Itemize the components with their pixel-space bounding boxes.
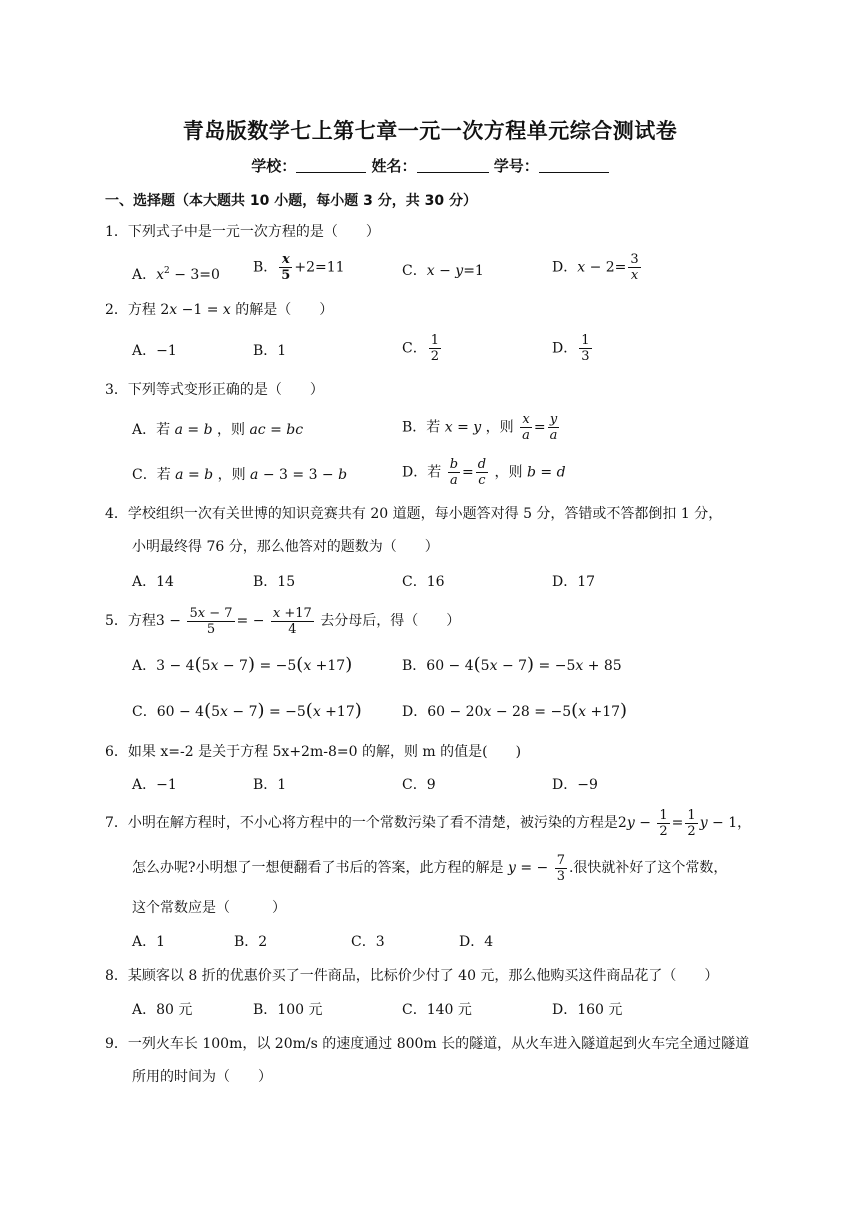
question-4-line-1: 4．学校组织一次有关世博的知识竞赛共有 20 道题，每小题答对得 5 分，答错或不答都倒扣 1 分， [105,506,723,522]
q6-option-c: C．9 [402,777,436,793]
q5-option-c: C．60 − 4(5x − 7) = −5(x +17) [132,700,362,721]
q8-option-a: A．80 元 [132,1002,193,1018]
q7-option-b: B．2 [234,934,268,950]
school-blank[interactable] [296,158,366,173]
question-2: 2．方程 2x −1 = x 的解是（ ） [105,302,334,318]
q4-option-c: C．16 [402,574,445,590]
q1-option-b: B． $\frac{x}{5}$ +2=11 [253,252,345,283]
student-info-line [0,155,860,176]
q3-option-a: A．若 a = b ，则 ac = bc [132,422,304,438]
question-6: 6．如果 x=-2 是关于方程 5x+2m-8=0 的解，则 m 的值是( ) [105,744,522,760]
q6-option-a: A．−1 [132,777,177,793]
q3-option-b: B．若 x = y ，则 $\frac{x}{a}$ = $\frac{y}{a}$ [402,412,558,443]
q2-option-d: D． $\frac{1}{3}$ [552,333,590,364]
id-blank[interactable] [539,158,609,173]
q7-option-a: A．1 [132,934,166,950]
question-7-line-3: 这个常数应是（ ） [132,900,286,916]
q5-option-d: D．60 − 20x − 28 = −5(x +17) [402,700,628,721]
question-9-line-1: 9．一列火车长 100m，以 20m/s 的速度通过 800m 长的隧道，从火车进入隧道起到火车完全通过隧道 [105,1036,750,1052]
q4-option-b: B．15 [253,574,296,590]
school-label: 学校： [251,157,297,175]
q5-option-b: B．60 − 4(5x − 7) = −5x + 85 [402,654,622,675]
q8-option-d: D．160 元 [552,1002,623,1018]
q4-option-a: A．14 [132,574,174,590]
question-9-line-2: 所用的时间为（ ） [132,1069,272,1085]
section-heading: 一、选择题（本大题共 10 小题，每小题 3 分，共 30 分） [105,193,477,209]
q6-option-d: D．−9 [552,777,598,793]
q1-option-d: D．x − 2= $\frac{3}{x}$ [552,252,639,283]
name-label: 姓名： [371,157,417,175]
q4-option-d: D．17 [552,574,596,590]
question-3: 3．下列等式变形正确的是（ ） [105,382,324,398]
question-4-line-2: 小明最终得 76 分，那么他答对的题数为（ ） [132,539,439,555]
question-7-line-2: 怎么办呢?小明想了一想便翻看了书后的答案，此方程的解是 y = − $\frac{7}{3}$ .很快就补好了这个常数， [132,852,728,884]
q2-option-c: C． $\frac{1}{2}$ [402,333,439,364]
question-5: 5．方程3 − $\frac{5x - 7}{5}$ = − $\frac{x +17}{4}$ 去分母后，得（ ） [105,605,461,637]
q7-option-c: C．3 [351,934,385,950]
question-1: 1．下列式子中是一元一次方程的是（ ） [105,224,380,240]
name-blank[interactable] [417,158,489,173]
q3-option-c: C．若 a = b ，则 a − 3 = 3 − b [132,467,348,483]
q5-option-a: A．3 − 4(5x − 7) = −5(x +17) [132,654,353,675]
q8-option-c: C．140 元 [402,1002,472,1018]
question-8: 8．某顾客以 8 折的优惠价买了一件商品，比标价少付了 40 元，那么他购买这件商品花了（ ） [105,968,719,984]
q2-option-a: A．−1 [132,343,177,359]
q6-option-b: B．1 [253,777,287,793]
q1-option-c: C．x − y=1 [402,263,484,279]
q3-option-d: D．若 $\frac{b}{a}$ = $\frac{d}{c}$ ，则 b = d [402,457,566,488]
q8-option-b: B．100 元 [253,1002,323,1018]
q1-option-a: A．$x^2 - 3=0$ [132,266,220,283]
id-label: 学号： [493,157,539,175]
question-7-line-1: 7．小明在解方程时，不小心将方程中的一个常数污染了看不清楚，被污染的方程是2y − $\frac{1}{2}$ = $\frac{1}{2}$ y − 1， [105,807,752,839]
q7-option-d: D．4 [459,934,494,950]
q2-option-b: B．1 [253,343,287,359]
page-title: 青岛版数学七上第七章一元一次方程单元综合测试卷 [182,119,678,143]
